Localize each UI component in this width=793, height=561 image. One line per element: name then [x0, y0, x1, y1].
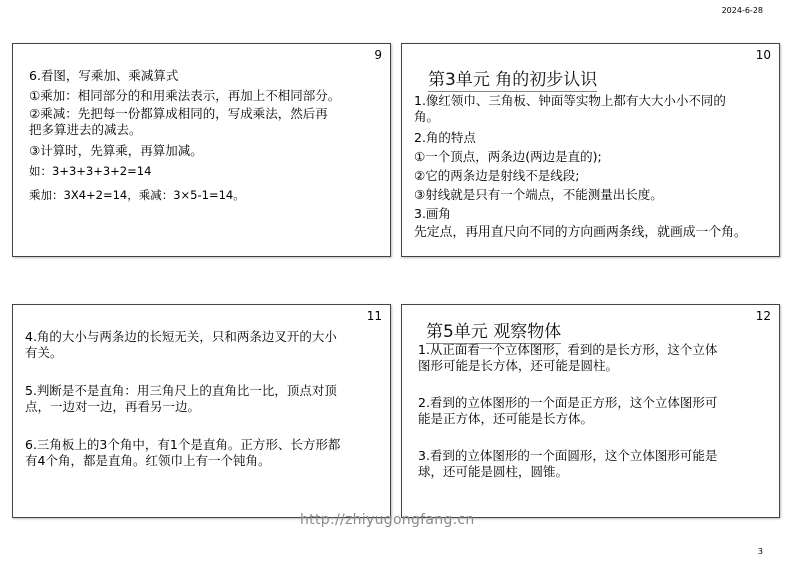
text-line: ①乘加：相同部分的和用乘法表示，再加上不相同部分。: [29, 88, 341, 103]
slide-body: [418, 342, 717, 480]
text-line: 1.像红领巾、三角板、钟面等实物上都有大大小小不同的: [414, 93, 726, 108]
print-date: 2024-6-28: [721, 6, 763, 15]
text-line: ①一个顶点，两条边(两边是直的);: [414, 149, 602, 164]
slide-body: [414, 93, 747, 242]
slide-body: [25, 329, 340, 469]
text-line: 图形可能是长方体，还可能是圆柱。: [418, 358, 619, 373]
slide-body: [29, 66, 340, 208]
slide-number: 10: [755, 48, 771, 62]
text-line: 有4个角，都是直角。红领巾上有一个钝角。: [25, 453, 271, 468]
text-line: 3.画角: [414, 206, 451, 221]
slide-number: 12: [755, 309, 771, 323]
text-line: ②它的两条边是射线不是线段;: [414, 168, 580, 183]
text-line: ②乘减：先把每一份都算成相同的，写成乘法，然后再: [29, 106, 328, 121]
text-line: 6.看图，写乘加、乘减算式: [29, 68, 179, 83]
text-line: 2.角的特点: [414, 130, 476, 145]
text-line: 能是正方体，还可能是长方体。: [418, 411, 594, 426]
text-line: 有关。: [25, 345, 63, 360]
spacer: [25, 361, 340, 383]
text-line: 3.看到的立体图形的一个面圆形，这个立体图形可能是: [418, 448, 718, 463]
slide-12: [401, 304, 780, 518]
text-line: 先定点，再用直尺向不同的方向画两条线，就画成一个角。: [414, 225, 747, 240]
slide-10: [401, 43, 780, 257]
page-number: 3: [757, 547, 763, 556]
text-line: 4.角的大小与两条边的长短无关，只和两条边叉开的大小: [25, 329, 337, 344]
text-line: 如：3+3+3+3+2=14: [29, 164, 152, 178]
text-line: 1.从正面看一个立体图形，看到的是长方形，这个立体: [418, 342, 718, 357]
text-line: 2.看到的立体图形的一个面是正方形，这个立体图形可: [418, 395, 718, 410]
slide-9: [12, 43, 391, 257]
watermark-url: http://zhiyugongfang.cn: [300, 512, 475, 528]
slide-title: 第3单元 角的初步认识: [428, 65, 597, 92]
slide-number: 11: [366, 309, 382, 323]
spacer: [418, 374, 717, 395]
text-line: 乘加：3X4+2=14，乘减：3×5-1=14。: [29, 188, 245, 202]
text-line: 5.判断是不是直角：用三角尺上的直角比一比，顶点对顶: [25, 383, 337, 398]
slide-11: [12, 304, 391, 518]
slide-title: 第5单元 观察物体: [426, 317, 561, 344]
text-line: ③计算时，先算乘，再算加减。: [29, 143, 203, 158]
text-line: 角。: [414, 109, 440, 124]
text-line: ③射线就是只有一个端点，不能测量出长度。: [414, 187, 663, 202]
text-line: 球，还可能是圆柱，圆锥。: [418, 464, 569, 479]
text-line: 点，一边对一边，再看另一边。: [25, 399, 201, 414]
spacer: [418, 427, 717, 448]
slide-number: 9: [374, 48, 382, 62]
text-line: 6.三角板上的3个角中，有1个是直角。正方形、长方形都: [25, 437, 341, 452]
text-line: 把多算进去的减去。: [29, 122, 142, 137]
spacer: [25, 415, 340, 437]
